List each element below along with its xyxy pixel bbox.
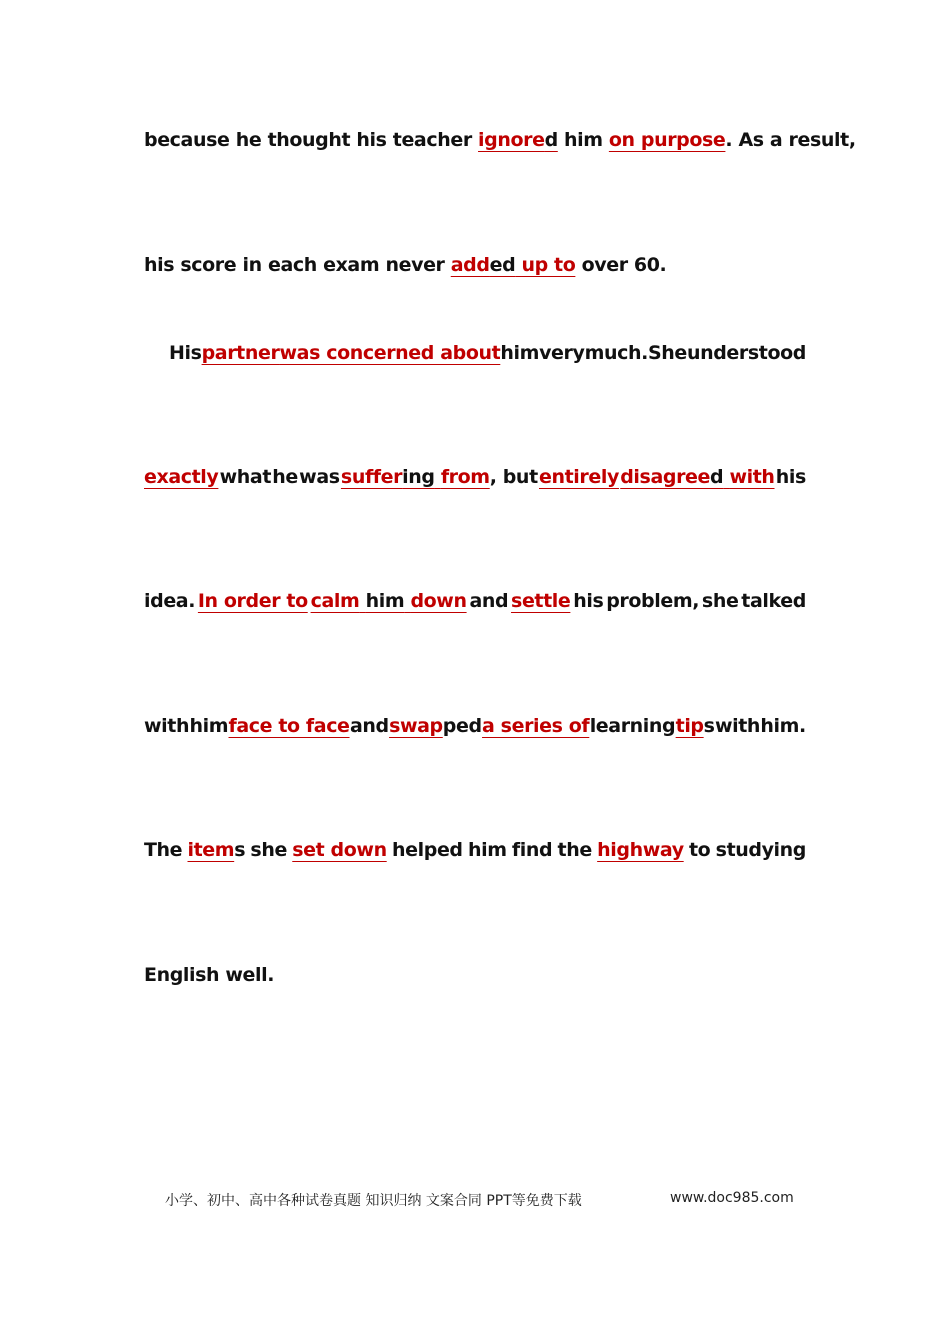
- answer-set-down: set down: [292, 839, 387, 861]
- word: much.: [584, 342, 648, 364]
- word: and: [469, 590, 509, 612]
- answer-up-to: up to: [521, 254, 576, 276]
- word: him: [467, 839, 507, 861]
- word: result,: [788, 129, 856, 151]
- answer-partner: partner: [201, 342, 280, 364]
- word: she: [250, 839, 287, 861]
- text-line-4: [144, 465, 806, 489]
- word: with: [714, 715, 761, 737]
- answer-disagree: disagree: [620, 466, 711, 488]
- answer-suffer: suffer: [340, 466, 403, 488]
- word: his: [573, 590, 604, 612]
- word: His: [169, 342, 202, 364]
- word: him: [365, 590, 405, 612]
- word: him: [189, 715, 229, 737]
- answer-was-concerned-about: was concerned about: [279, 342, 501, 364]
- word: teacher: [392, 129, 472, 151]
- word: understood: [686, 342, 806, 364]
- page-footer: [165, 1190, 805, 1210]
- answer-face-to-face: face to face: [228, 715, 350, 737]
- word: each: [267, 254, 317, 276]
- suffix: ed: [489, 254, 516, 276]
- text-line-6: [144, 714, 806, 738]
- answer-swap: swap: [389, 715, 443, 737]
- word: 60.: [633, 254, 667, 276]
- word: score: [180, 254, 237, 276]
- answer-ignore: ignore: [478, 129, 545, 151]
- word: well.: [225, 964, 275, 986]
- word: him.: [760, 715, 806, 737]
- word: exam: [323, 254, 380, 276]
- suffix: s: [703, 715, 715, 737]
- word: learning: [589, 715, 676, 737]
- word: his: [775, 466, 806, 488]
- word: English: [144, 964, 220, 986]
- answer-on-purpose: on purpose: [608, 129, 726, 151]
- word: because: [144, 129, 230, 151]
- answer-calm: calm: [310, 590, 360, 612]
- suffix: ing: [402, 466, 435, 488]
- word: talked: [741, 590, 806, 612]
- answer-a-series-of: a series of: [482, 715, 590, 737]
- word: and: [349, 715, 389, 737]
- word: helped: [392, 839, 463, 861]
- word: he: [235, 129, 262, 151]
- word: never: [385, 254, 445, 276]
- text-line-3: [144, 341, 806, 365]
- answer-down: down: [410, 590, 467, 612]
- word: to: [689, 839, 711, 861]
- suffix: s: [234, 839, 246, 861]
- word: idea.: [144, 590, 196, 612]
- text-line-1: [144, 128, 856, 152]
- word: studying: [715, 839, 806, 861]
- suffix: d: [710, 466, 724, 488]
- answer-settle: settle: [511, 590, 571, 612]
- word: what: [219, 466, 272, 488]
- answer-from: from: [440, 466, 490, 488]
- text-line-5: [144, 589, 806, 613]
- suffix: ped: [442, 715, 482, 737]
- answer-tip: tip: [675, 715, 704, 737]
- word: with: [144, 715, 190, 737]
- text-line-7: [144, 838, 806, 862]
- answer-item: item: [187, 839, 235, 861]
- answer-highway: highway: [597, 839, 684, 861]
- word: was: [299, 466, 340, 488]
- word: she: [701, 590, 739, 612]
- word: a: [769, 129, 783, 151]
- answer-exactly: exactly: [144, 466, 219, 488]
- word: he: [272, 466, 298, 488]
- text-line-2: [144, 253, 806, 277]
- word: She: [647, 342, 687, 364]
- word: in: [242, 254, 262, 276]
- word: find: [511, 839, 553, 861]
- text-line-8: [144, 963, 806, 987]
- word: thought: [267, 129, 351, 151]
- answer-entirely: entirely: [539, 466, 619, 488]
- word: very: [539, 342, 585, 364]
- word: the: [557, 839, 592, 861]
- word: him: [564, 129, 603, 151]
- answer-add: add: [450, 254, 490, 276]
- footer-text: 小学、初中、高中各种试卷真题 知识归纳 文案合同 PPT等免费下载: [165, 1193, 582, 1209]
- answer-with: with: [729, 466, 775, 488]
- word: him: [500, 342, 539, 364]
- word: his: [356, 129, 387, 151]
- word: , but: [489, 466, 538, 488]
- word: The: [144, 839, 183, 861]
- suffix: d: [544, 129, 558, 151]
- word: . As: [725, 129, 764, 151]
- footer-url-link[interactable]: www.doc985.com: [670, 1190, 794, 1206]
- word: his: [144, 254, 175, 276]
- answer-in-order-to: In order to: [197, 590, 308, 612]
- word: over: [581, 254, 628, 276]
- word: problem,: [606, 590, 700, 612]
